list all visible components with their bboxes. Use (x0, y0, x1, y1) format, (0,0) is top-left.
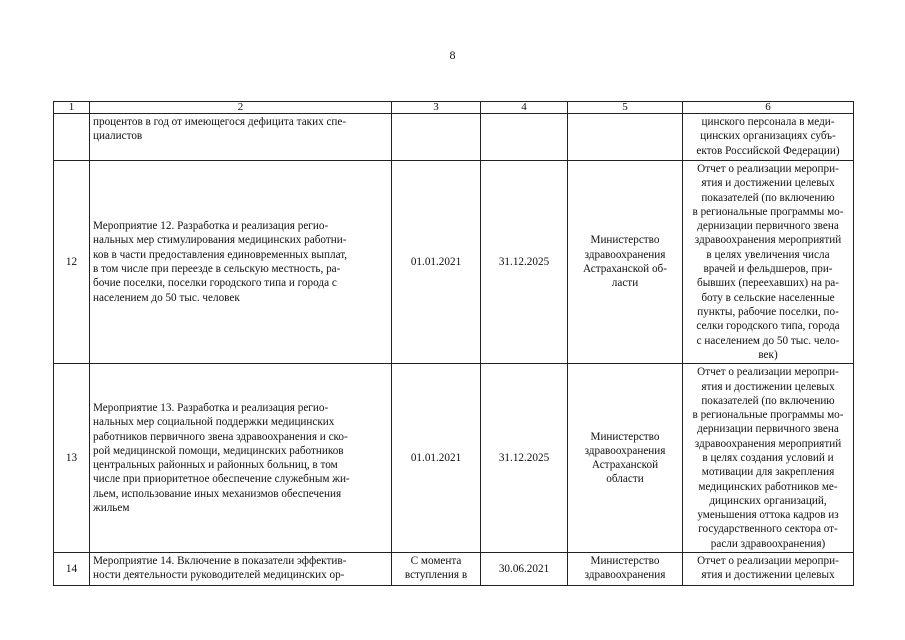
description-line: льем, использование иных механизмов обеспечения (93, 487, 342, 500)
end-date-cell (481, 114, 568, 161)
result-line: показателей (по включению (701, 191, 835, 204)
description-line: Мероприятие 12. Разработка и реализация регио- (93, 220, 329, 233)
start-date-cell: 01.01.2021 (392, 161, 481, 364)
measure-description-cell (90, 161, 392, 364)
responsible-line: Астраханской об- (583, 263, 667, 276)
description-line: нальных мер социальной поддержки медицинских (93, 416, 335, 429)
result-line: с населением до 50 тыс. чело- (696, 334, 840, 347)
header-cell-5: 5 (568, 102, 683, 114)
description-line: ности деятельности руководителей медицинских ор- (93, 569, 345, 582)
result-line: в целях создания условий и (702, 452, 834, 464)
result-line: дернизации первичного звена (697, 423, 839, 436)
result-cell (683, 553, 854, 586)
description-line: бочие поселки, поселки городского типа и города с (93, 277, 337, 290)
description-line: Мероприятие 13. Разработка и реализация регио- (93, 401, 329, 414)
result-line: здравоохранения мероприятий (694, 234, 842, 247)
description-line: населением до 50 тыс. человек (93, 291, 240, 304)
result-line: дицинских организаций, (709, 494, 827, 507)
description-line: рой медицинской помощи, медицинских работников (93, 444, 344, 457)
responsible-cell (568, 161, 683, 364)
measure-description-cell (90, 364, 392, 553)
responsible-cell (568, 114, 683, 161)
responsible-line: ласти (611, 277, 639, 290)
result-line: в региональные программы мо- (692, 205, 844, 218)
result-line: пункты, рабочие поселки, по- (697, 305, 839, 318)
result-line: дернизации первичного звена (697, 220, 839, 233)
result-line: боту в сельские населенные (701, 291, 835, 304)
end-date-cell: 30.06.2021 (481, 553, 568, 586)
header-cell-6: 6 (683, 102, 854, 114)
result-line: показателей (по включению (701, 394, 835, 407)
table-row-continuation (54, 114, 854, 161)
result-cell (683, 364, 854, 553)
result-line: цинского персонала в меди- (701, 116, 835, 128)
description-line: в том числе при переезде в сельскую местность, ра- (93, 263, 341, 276)
result-line: в целях увеличения числа (706, 248, 830, 261)
start-date-cell (392, 553, 481, 586)
description-line: циалистов (93, 130, 143, 143)
result-line: ятия и достижении целевых (701, 177, 835, 190)
description-line: работников первичного звена здравоохранения и ско- (93, 430, 348, 443)
result-line: ектов Российской Федерации) (696, 144, 840, 157)
description-line: центральных районных и районных больниц, в том (93, 459, 338, 472)
header-cell-1: 1 (54, 102, 90, 114)
responsible-cell (568, 364, 683, 553)
responsible-line: Министерство (590, 430, 660, 443)
start-date-line: вступления в (404, 569, 468, 582)
description-line: ков в части предоставления единовременных выплат, (93, 248, 348, 261)
responsible-line: здравоохранения (584, 248, 666, 261)
start-date-cell (392, 114, 481, 161)
result-line: расли здравоохранения) (710, 537, 826, 550)
responsible-cell (568, 553, 683, 586)
result-line: век) (758, 348, 778, 361)
description-line: числе при приоритетное обеспечение служебным жи- (93, 473, 350, 486)
description-line: процентов в год от имеющегося дефицита таких спе- (93, 116, 347, 128)
result-line: врачей и фельдшеров, при- (703, 263, 833, 276)
responsible-line: здравоохранения (584, 569, 666, 582)
measures-table (53, 101, 854, 586)
result-line: Отчет о реализации меропри- (697, 366, 839, 379)
end-date-cell: 31.12.2025 (481, 161, 568, 364)
responsible-line: Министерство (590, 555, 660, 568)
result-line: цинских организациях субъ- (700, 130, 836, 143)
start-date-cell: 01.01.2021 (392, 364, 481, 553)
result-line: селки городского типа, города (696, 320, 840, 333)
header-cell-2: 2 (90, 102, 392, 114)
measure-description-cell (90, 553, 392, 586)
row-number-cell: 12 (54, 161, 90, 364)
responsible-line: Министерство (590, 234, 660, 247)
result-cell (683, 161, 854, 364)
header-cell-3: 3 (392, 102, 481, 114)
responsible-line: области (606, 473, 644, 486)
result-line: здравоохранения мероприятий (694, 437, 842, 450)
description-line: нальных мер стимулирования медицинских работни- (93, 234, 347, 247)
description-line: жильем (93, 502, 130, 515)
row-number-cell: 13 (54, 364, 90, 553)
result-line: уменьшения оттока кадров из (697, 509, 839, 522)
result-line: бывших (переехавших) на ра- (697, 277, 839, 290)
table-row-measure-14 (54, 553, 854, 586)
result-cell (683, 114, 854, 161)
result-line: ятия и достижении целевых (701, 569, 835, 582)
responsible-line: Астраханской (591, 459, 659, 472)
result-line: мотивации для закрепления (701, 466, 835, 479)
description-line: Мероприятие 14. Включение в показатели эффектив- (93, 555, 347, 568)
responsible-line: здравоохранения (584, 444, 666, 457)
result-line: ятия и достижении целевых (701, 380, 835, 393)
measure-description-cell (90, 114, 392, 161)
table-row-measure-12 (54, 161, 854, 364)
result-line: государственного сектора от- (698, 523, 838, 536)
page-number: 8 (449, 48, 456, 62)
start-date-line: С момента (410, 555, 462, 568)
row-number-cell (54, 114, 90, 161)
end-date-cell: 31.12.2025 (481, 364, 568, 553)
result-line: Отчет о реализации меропри- (697, 555, 839, 568)
result-line: в региональные программы мо- (692, 409, 844, 422)
result-line: Отчет о реализации меропри- (697, 163, 839, 175)
row-number-cell: 14 (54, 553, 90, 586)
table-row-measure-13 (54, 364, 854, 553)
header-cell-4: 4 (481, 102, 568, 114)
table-header-row (54, 102, 854, 114)
result-line: медицинских работников ме- (698, 480, 838, 493)
